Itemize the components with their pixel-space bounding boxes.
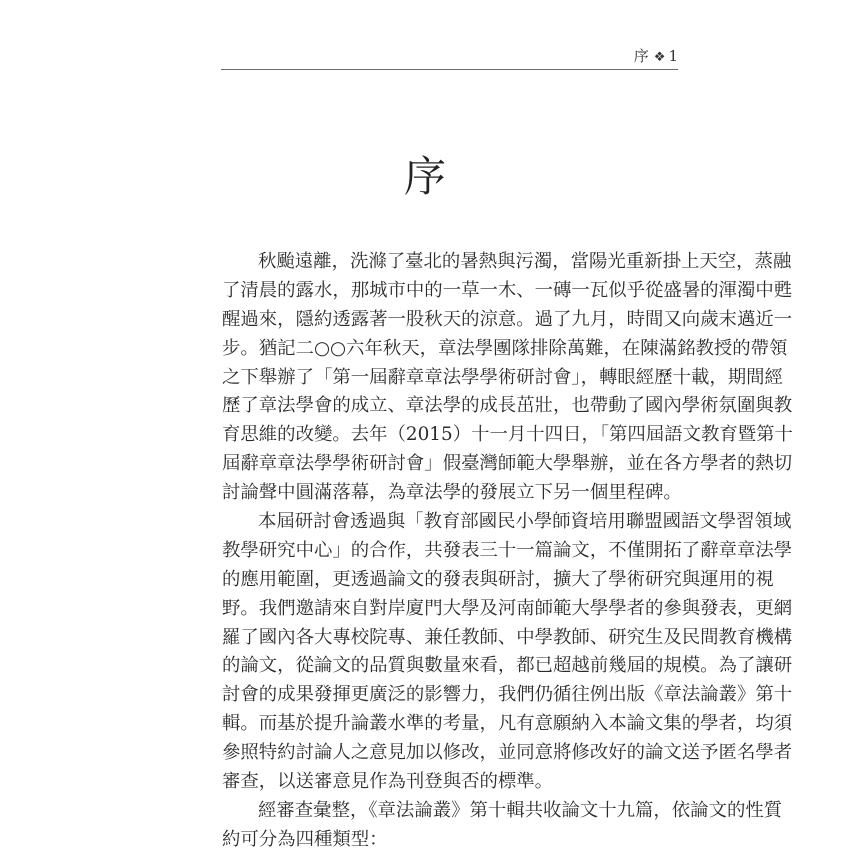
page-number: 1 — [668, 47, 678, 65]
header-section-title: 序 — [633, 47, 649, 65]
text-line: 的論文，從論文的品質與數量來看，都已超越前幾屆的規模。為了讓研 — [222, 655, 793, 677]
running-header-label — [634, 48, 678, 66]
text-line: 野。我們邀請來自對岸廈門大學及河南師範大學學者的參與發表，更網 — [222, 597, 793, 619]
text-line: 羅了國內各大專校院專、兼任教師、中學教師、研究生及民間教育機構 — [222, 626, 793, 648]
diamond-ornament-icon: ❖ — [653, 50, 666, 65]
text-line: 步。猶記二○○六年秋天，章法學團隊排除萬難，在陳滿銘教授的帶領 — [222, 337, 788, 359]
body-text — [222, 248, 793, 855]
text-line: 討會的成果發揮更廣泛的影響力，我們仍循往例出版《章法論叢》第十 — [222, 684, 793, 706]
text-line: 的應用範圍，更透過論文的發表與研討，擴大了學術研究與運用的視 — [222, 568, 774, 590]
text-line: 討論聲中圓滿落幕，為章法學的發展立下另一個里程碑。 — [222, 482, 682, 504]
text-line: 秋颱遠離，洗滌了臺北的暑熱與污濁，當陽光重新掛上天空，蒸融 — [258, 251, 792, 272]
text-line: 歷了章法學會的成立、章法學的成長茁壯，也帶動了國內學術氛圍與教 — [222, 395, 793, 417]
text-line: 輯。而基於提升論叢水準的考量，凡有意願納入本論文集的學者，均須 — [222, 713, 793, 735]
text-line: 審查，以送審意見作為刊登與否的標準。 — [222, 771, 554, 793]
text-line: 屆辭章章法學學術研討會」假臺灣師範大學舉辦，並在各方學者的熱切 — [222, 453, 793, 475]
paragraph-2 — [222, 508, 793, 797]
text-line: 本屆研討會透過與「教育部國民小學師資培用聯盟國語文學習領域 — [258, 511, 792, 533]
text-line: 經審查彙整，《章法論叢》第十輯共收論文十九篇，依論文的性質 — [258, 799, 783, 821]
chapter-title: 序 — [403, 152, 446, 201]
running-header — [221, 48, 678, 70]
text-line: 約可分為四種類型： — [222, 828, 388, 850]
text-line: 參照特約討論人之意見加以修改，並同意將修改好的論文送予匿名學者 — [222, 742, 793, 764]
text-line: 教學研究中心」的合作，共發表三十一篇論文，不僅開拓了辭章章法學 — [222, 539, 793, 561]
text-line: 之下舉辦了「第一屆辭章章法學學術研討會」，轉眼經歷十載，期間經 — [222, 366, 783, 388]
text-line: 醒過來，隱約透露著一股秋天的涼意。過了九月，時間又向歲末邁近一 — [222, 308, 793, 330]
text-line: 育思維的改變。去年（2015）十一月十四日，「第四屆語文教育暨第十 — [222, 424, 793, 446]
paragraph-3 — [222, 797, 783, 855]
text-line: 了清晨的露水，那城市中的一草一木、一磚一瓦似乎從盛暑的渾濁中甦 — [222, 279, 793, 301]
paragraph-1 — [222, 248, 793, 508]
